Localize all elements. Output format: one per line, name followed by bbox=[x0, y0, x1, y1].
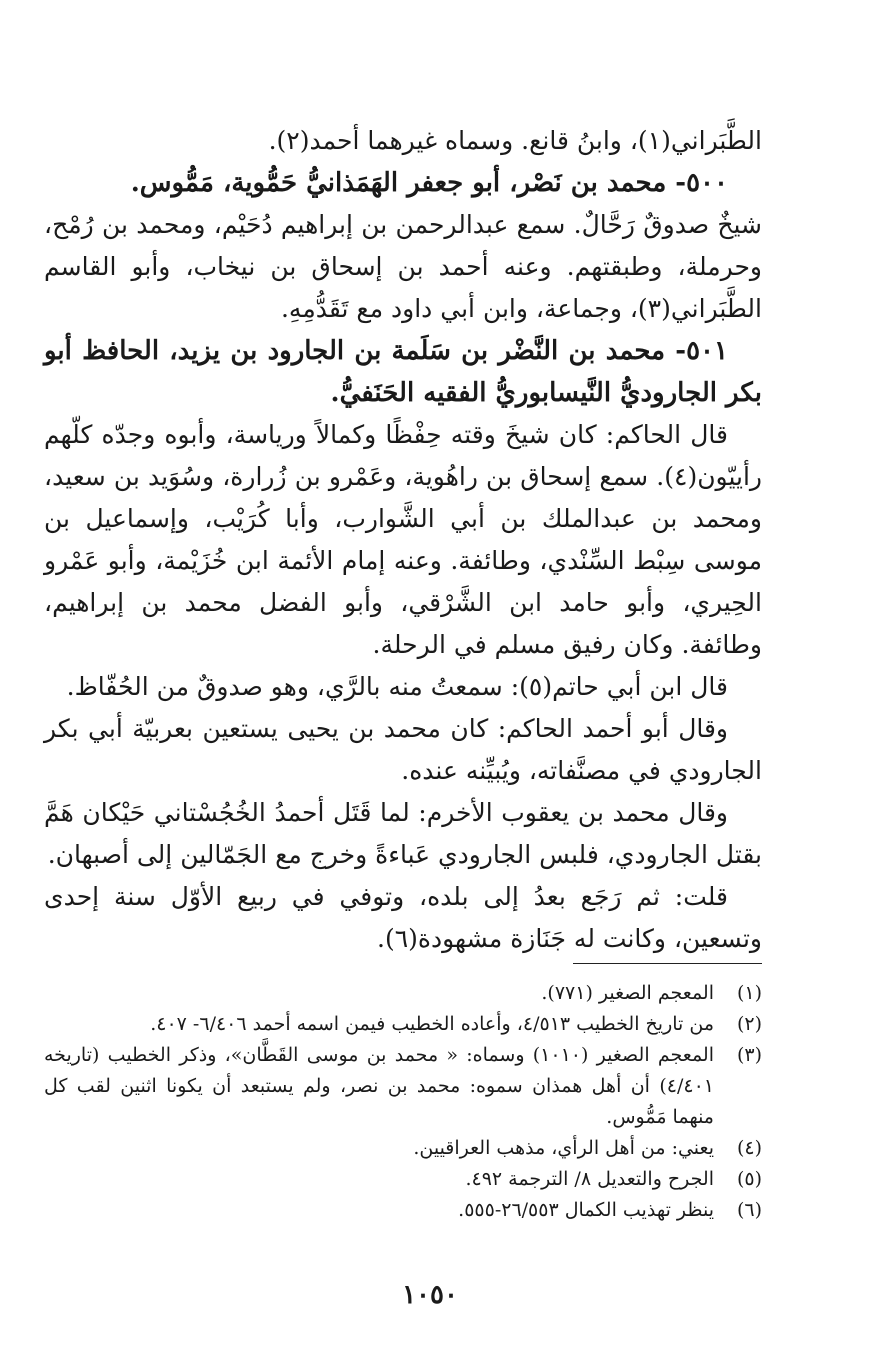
paragraph-ibn-abi-hatim: قال ابن أبي حاتم(٥): سمعتُ منه بالرَّي، وهو صدوقٌ من الحُفّاظ. bbox=[66, 672, 728, 701]
footnote-text: الجرح والتعديل ٨/ الترجمة ٤٩٢. bbox=[465, 1168, 714, 1190]
footnote-number: (٦) bbox=[736, 1199, 762, 1221]
footnote-number: (٣) bbox=[736, 1044, 762, 1066]
paragraph-akhram: وقال محمد بن يعقوب الأخرم: لما قَتَل أحمدُ الخُجُسْتاني حَيْكان هَمَّ بقتل الجارودي، فلبس الجارودي عَباءةً وخرج مع الجَمّالين إلى أصبهان. bbox=[44, 798, 762, 869]
footnote-item bbox=[44, 1009, 768, 1040]
footnote-item bbox=[44, 1195, 768, 1226]
footnote-text: يعني: من أهل الرأي، مذهب العراقيين. bbox=[413, 1137, 714, 1159]
footnote-number: (٤) bbox=[736, 1137, 762, 1159]
footnotes bbox=[44, 978, 768, 1226]
footnote-text: المعجم الصغير (٧٧١). bbox=[541, 982, 714, 1004]
paragraph-conclusion: قلت: ثم رَجَع بعدُ إلى بلده، وتوفي في ربيع الأوّل سنة إحدى وتسعين، وكانت له جَنَازة مشهودة(٦). bbox=[44, 882, 762, 953]
footnote-item bbox=[44, 1164, 768, 1195]
footnote-item bbox=[44, 1133, 768, 1164]
paragraph-continuation: الطَّبَراني(١)، وابنُ قانع. وسماه غيرهما أحمد(٢). bbox=[268, 126, 762, 155]
footnote-divider bbox=[573, 963, 762, 964]
footnote-number: (٢) bbox=[736, 1013, 762, 1035]
footnote-number: (١) bbox=[736, 982, 762, 1004]
footnote-text: ينظر تهذيب الكمال ٢٦/٥٥٣-٥٥٥. bbox=[458, 1199, 714, 1221]
main-text bbox=[44, 120, 762, 960]
footnote-text: المعجم الصغير (١٠١٠) وسماه: « محمد بن موسى القَطَّان»، وذكر الخطيب (تاريخه ٤/٤٠١) أن أهل همذان سموه: محمد بن نصر، ولم يستبعد أن يكونا اثنين لقب كل منهما مَمُّوس. bbox=[44, 1044, 714, 1128]
paragraph-entry-500: شيخٌ صدوقٌ رَحَّالٌ. سمع عبدالرحمن بن إبراهيم دُحَيْم، ومحمد بن رُمْح، وحرملة، وطبقتهم. وعنه أحمد بن إسحاق بن نيخاب، وأبو القاسم الطَّبَراني(٣)، وجماعة، وابن أبي داود مع تَقَدُّمِهِ. bbox=[44, 210, 762, 323]
entry-heading-501: ٥٠١- محمد بن النَّضْر بن سَلَمة بن الجارود بن يزيد، الحافظ أبو بكر الجاروديُّ النَّيسابوريُّ الفقيه الحَنَفيُّ. bbox=[44, 336, 762, 408]
paragraph-abu-ahmad: وقال أبو أحمد الحاكم: كان محمد بن يحيى يستعين بعربيّة أبي بكر الجارودي في مصنَّفاته، ويُبيِّنه عنده. bbox=[44, 714, 762, 785]
footnote-item bbox=[44, 978, 768, 1009]
paragraph-hakim: قال الحاكم: كان شيخَ وقته حِفْظًا وكمالاً ورياسة، وأبوه وجدّه كلّهم رأييّون(٤). سمع إسحاق بن راهُوية، وعَمْرو بن زُرارة، وسُوَيد بن سعيد، ومحمد بن عبدالملك بن أبي الشَّوارب، وأبا كُرَيْب، وإسماعيل بن موسى سِبْط السِّنْدي، وطائفة. وعنه إمام الأئمة ابن خُزَيْمة، وأبو عَمْرو الحِيري، وأبو حامد ابن الشَّرْقي، وأبو الفضل محمد بن إبراهيم، وطائفة. وكان رفيق مسلم في الرحلة. bbox=[44, 420, 762, 659]
footnote-item bbox=[44, 1040, 768, 1133]
footnote-number: (٥) bbox=[736, 1168, 762, 1190]
page-number: ١٠٥٠ bbox=[402, 1280, 458, 1310]
entry-heading-500: ٥٠٠- محمد بن نَصْر، أبو جعفر الهَمَذانيُّ حَمُّوية، مَمُّوس. bbox=[130, 168, 728, 198]
footnote-text: من تاريخ الخطيب ٤/٥١٣، وأعاده الخطيب فيمن اسمه أحمد ٦/٤٠٦- ٤٠٧. bbox=[150, 1013, 714, 1035]
